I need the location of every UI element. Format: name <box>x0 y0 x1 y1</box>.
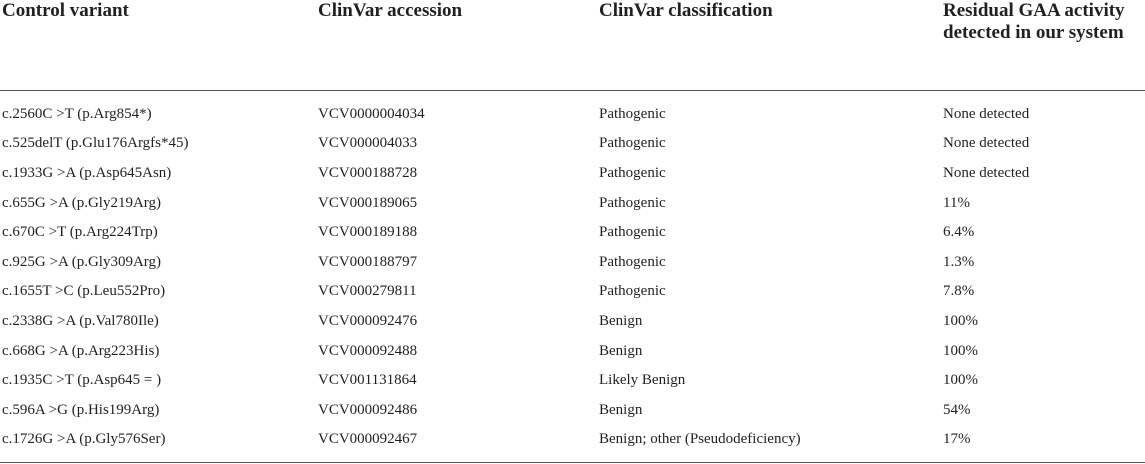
activity-cell: None detected <box>943 135 1030 152</box>
accession-cell: VCV000189065 <box>318 194 418 211</box>
table-row <box>0 129 1145 159</box>
table-body <box>0 91 1145 455</box>
accession-cell: VCV000092488 <box>318 342 418 359</box>
variant-cell: c.668G >A (p.Arg223His) <box>2 342 160 359</box>
activity-cell: 100% <box>943 372 978 389</box>
classification-cell: Pathogenic <box>599 253 666 270</box>
classification-cell: Pathogenic <box>599 194 666 211</box>
activity-cell: 17% <box>943 431 971 448</box>
variant-cell: c.1935C >T (p.Asp645 = ) <box>2 372 162 389</box>
classification-cell: Pathogenic <box>599 135 666 152</box>
activity-cell: None detected <box>943 105 1030 122</box>
variant-cell: c.525delT (p.Glu176Argfs*45) <box>2 135 189 152</box>
table-row <box>0 395 1145 425</box>
table-row <box>0 365 1145 395</box>
activity-cell: 7.8% <box>943 283 975 300</box>
classification-cell: Pathogenic <box>599 164 666 181</box>
accession-cell: VCV000279811 <box>318 283 417 300</box>
activity-cell: 100% <box>943 342 978 359</box>
variant-cell: c.2338G >A (p.Val780Ile) <box>2 312 159 329</box>
variant-cell: c.1726G >A (p.Gly576Ser) <box>2 431 166 448</box>
accession-cell: VCV000188728 <box>318 164 418 181</box>
activity-cell: 54% <box>943 401 971 418</box>
header-control-variant: Control variant <box>0 0 318 91</box>
accession-cell: VCV000092476 <box>318 312 418 329</box>
classification-cell: Benign <box>599 401 643 418</box>
table-row <box>0 306 1145 336</box>
table-row <box>0 217 1145 247</box>
classification-cell: Benign <box>599 312 643 329</box>
accession-cell: VCV001131864 <box>318 372 417 389</box>
classification-cell: Pathogenic <box>599 283 666 300</box>
accession-cell: VCV000188797 <box>318 253 418 270</box>
accession-cell: VCV0000004034 <box>318 105 425 122</box>
table-row <box>0 425 1145 455</box>
header-clinvar-classification: ClinVar classification <box>599 0 943 91</box>
table-row <box>0 158 1145 188</box>
activity-cell: 100% <box>943 312 978 329</box>
variant-cell: c.670C >T (p.Arg224Trp) <box>2 224 158 241</box>
header-residual-gaa-activity: Residual GAA activity detected in our system <box>943 0 1145 91</box>
accession-cell: VCV000189188 <box>318 224 418 241</box>
classification-cell: Pathogenic <box>599 105 666 122</box>
classification-cell: Likely Benign <box>599 372 686 389</box>
classification-cell: Pathogenic <box>599 224 666 241</box>
table-row <box>0 336 1145 366</box>
variant-cell: c.596A >G (p.His199Arg) <box>2 401 160 418</box>
accession-cell: VCV000092486 <box>318 401 418 418</box>
variant-cell: c.2560C >T (p.Arg854*) <box>2 105 152 122</box>
table-row <box>0 277 1145 307</box>
table-row <box>0 91 1145 129</box>
variant-cell: c.1655T >C (p.Leu552Pro) <box>2 283 166 300</box>
table-header-row <box>0 0 1145 91</box>
variant-cell: c.1933G >A (p.Asp645Asn) <box>2 164 172 181</box>
table-bottom-rule <box>0 462 1145 463</box>
activity-cell: None detected <box>943 164 1030 181</box>
activity-cell: 11% <box>943 194 970 211</box>
classification-cell: Benign <box>599 342 643 359</box>
classification-cell: Benign; other (Pseudodeficiency) <box>599 431 801 448</box>
table-row <box>0 247 1145 277</box>
activity-cell: 6.4% <box>943 224 975 241</box>
variant-cell: c.925G >A (p.Gly309Arg) <box>2 253 162 270</box>
activity-cell: 1.3% <box>943 253 975 270</box>
table-row <box>0 188 1145 218</box>
accession-cell: VCV000092467 <box>318 431 418 448</box>
accession-cell: VCV000004033 <box>318 135 418 152</box>
variant-cell: c.655G >A (p.Gly219Arg) <box>2 194 162 211</box>
header-clinvar-accession: ClinVar accession <box>318 0 599 91</box>
